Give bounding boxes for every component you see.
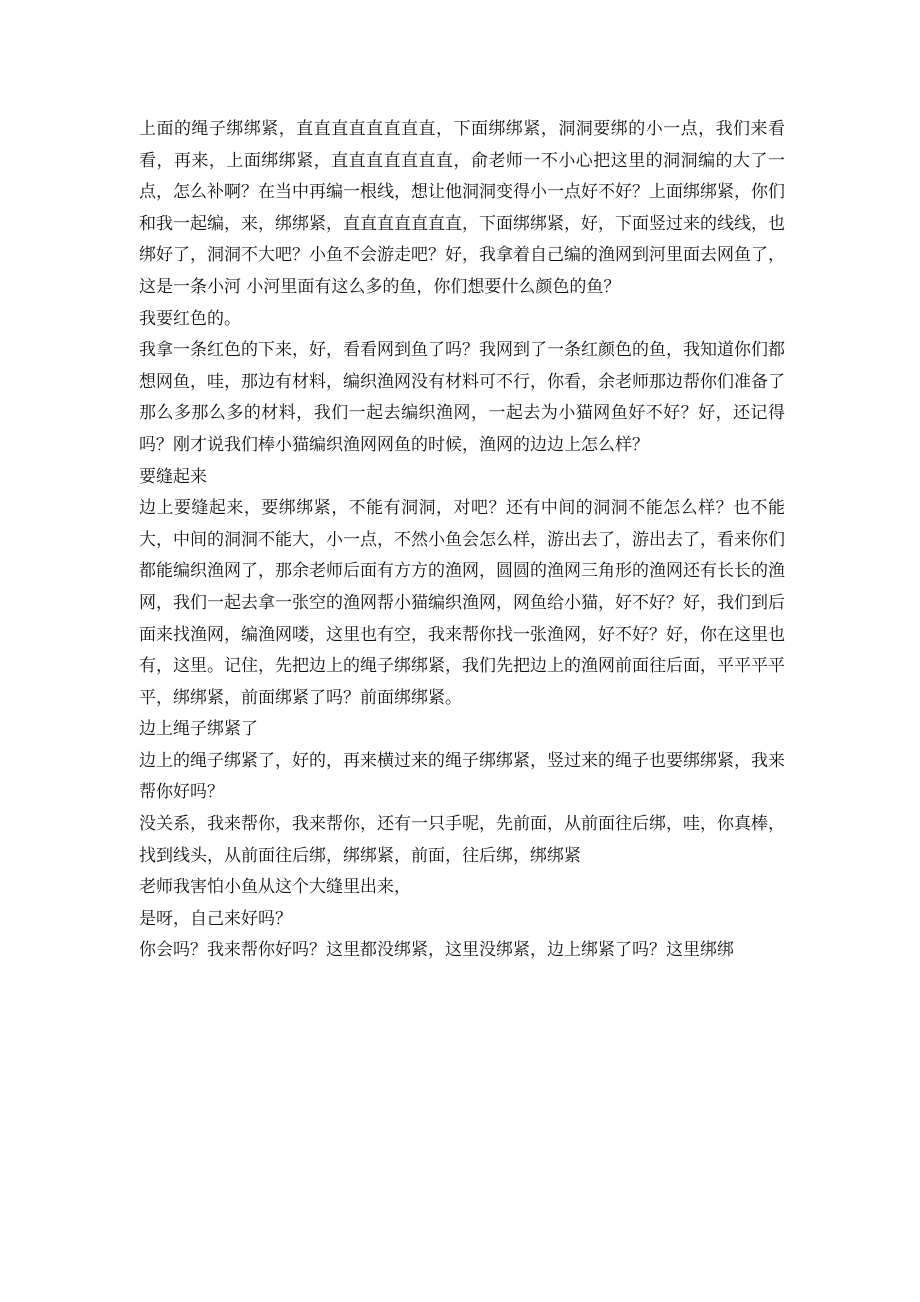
paragraph-3: 我拿一条红色的下来，好，看看网到鱼了吗？我网到了一条红颜色的鱼，我知道你们都想网鱼，哇，那边有材料，编织渔网没有材料可不行，你看，余老师那边帮你们准备了那么多那么多的材料，我们一起去编织渔网，一起去为小猫网鱼好不好？好，还记得吗？刚才说我们棒小猫编织渔网网鱼的时候，渔网的边边上怎么样？ bbox=[139, 340, 785, 455]
paragraph-10: 是呀，自己来好吗？ bbox=[139, 908, 292, 929]
paragraph-6: 边上绳子绑紧了 bbox=[139, 719, 258, 740]
paragraph-11: 你会吗？我来帮你好吗？这里都没绑紧，这里没绑紧，边上绑紧了吗？这里绑绑 bbox=[139, 940, 734, 961]
paragraph-9: 老师我害怕小鱼从这个大缝里出来， bbox=[139, 877, 411, 898]
paragraph-2: 我要红色的。 bbox=[139, 308, 241, 329]
paragraph-1: 上面的绳子绑绑紧，直直直直直直直直，下面绑绑紧，洞洞要绑的小一点，我们来看看，再来，上面绑绑紧，直直直直直直直，俞老师一不小心把这里的洞洞编的大了一点，怎么补啊？在当中再编一根线，想让他洞洞变得小一点好不好？上面绑绑紧，你们和我一起编，来，绑绑紧，直直直直直直直，下面绑绑紧，好，下面竖过来的线线，也绑好了，洞洞不大吧？小鱼不会游走吧？好，我拿着自己编的渔网到河里面去网鱼了，这是一条小河 小河里面有这么多的鱼，你们想要什么颜色的鱼？ bbox=[139, 119, 785, 297]
paragraph-8: 没关系，我来帮你，我来帮你，还有一只手呢，先前面，从前面往后绑，哇，你真棒，找到线头，从前面往后绑，绑绑紧，前面，往后绑，绑绑紧 bbox=[139, 814, 785, 866]
document-body bbox=[139, 114, 785, 967]
paragraph-5: 边上要缝起来，要绑绑紧，不能有洞洞，对吧？还有中间的洞洞不能怎么样？也不能大，中间的洞洞不能大，小一点，不然小鱼会怎么样，游出去了，游出去了，看来你们都能编织渔网了，那余老师后面有方方的渔网，圆圆的渔网三角形的渔网还有长长的渔网，我们一起去拿一张空的渔网帮小猫编织渔网，网鱼给小猫，好不好？好，我们到后面来找渔网，编渔网喽，这里也有空，我来帮你找一张渔网，好不好？好，你在这里也有，这里。记住，先把边上的绳子绑绑紧，我们先把边上的渔网前面往后面，平平平平平，绑绑紧，前面绑紧了吗？前面绑绑紧。 bbox=[139, 498, 785, 708]
paragraph-7: 边上的绳子绑紧了，好的，再来横过来的绳子绑绑紧，竖过来的绳子也要绑绑紧，我来帮你好吗？ bbox=[139, 750, 785, 803]
paragraph-4: 要缝起来 bbox=[139, 466, 207, 487]
